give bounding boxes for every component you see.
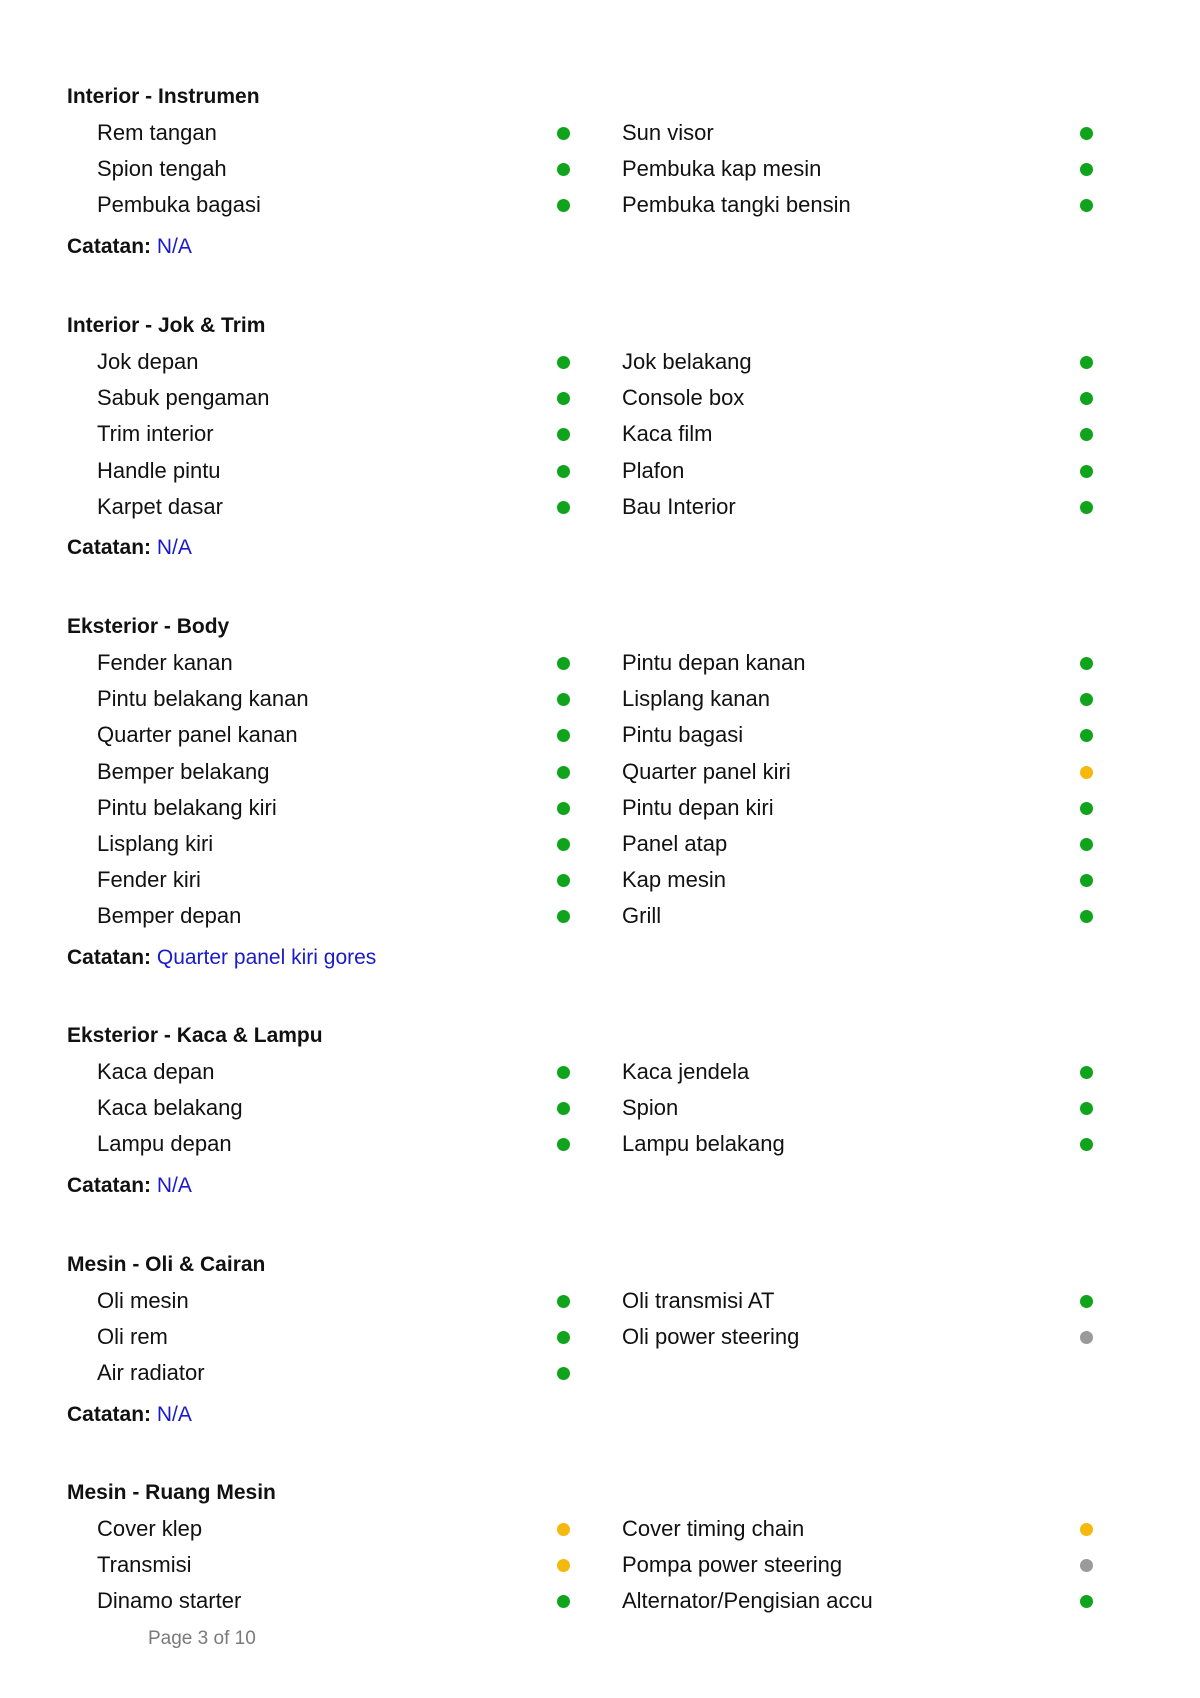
checklist-item-label: Lisplang kiri xyxy=(97,831,214,856)
checklist-item-label: Air radiator xyxy=(97,1360,205,1386)
status-ok-icon xyxy=(557,392,570,405)
checklist-item-label: Jok depan xyxy=(97,349,199,374)
checklist-item-label: Quarter panel kanan xyxy=(97,722,298,748)
checklist-item-label: Cover timing chain xyxy=(622,1516,805,1541)
status-warn-icon xyxy=(557,1559,570,1572)
checklist-row xyxy=(67,1514,1127,1550)
status-ok-icon xyxy=(1080,501,1093,514)
checklist-item-label: Fender kiri xyxy=(97,867,201,893)
status-ok-icon xyxy=(557,428,570,441)
checklist-item-label: Lampu belakang xyxy=(622,1131,785,1157)
status-ok-icon xyxy=(557,1595,570,1608)
checklist-row xyxy=(67,793,1127,829)
section-title: Mesin - Oli & Cairan xyxy=(67,1253,266,1276)
status-ok-icon xyxy=(557,1295,570,1308)
status-ok-icon xyxy=(557,465,570,478)
status-ok-icon xyxy=(1080,356,1093,369)
checklist-row xyxy=(67,1286,1127,1322)
status-ok-icon xyxy=(557,874,570,887)
status-ok-icon xyxy=(557,729,570,742)
checklist-row xyxy=(67,190,1127,226)
note-text: N/A xyxy=(156,536,192,559)
status-ok-icon xyxy=(557,766,570,779)
note-label: Catatan: xyxy=(67,1173,152,1197)
status-na-icon xyxy=(1080,1559,1093,1572)
status-na-icon xyxy=(1080,1331,1093,1344)
checklist-row xyxy=(67,757,1127,793)
status-ok-icon xyxy=(1080,838,1093,851)
status-ok-icon xyxy=(1080,910,1093,923)
checklist-item-label: Sun visor xyxy=(622,120,714,145)
status-warn-icon xyxy=(1080,766,1093,779)
status-ok-icon xyxy=(1080,392,1093,405)
checklist-row xyxy=(67,347,1127,383)
checklist-item-label: Oli transmisi AT xyxy=(622,1288,775,1313)
checklist-row xyxy=(67,118,1127,154)
checklist-item-label: Kaca jendela xyxy=(622,1059,750,1084)
status-ok-icon xyxy=(1080,1066,1093,1079)
note-text: Quarter panel kiri gores xyxy=(156,945,377,969)
note-label: Catatan: xyxy=(67,945,152,969)
checklist-item-label: Cover klep xyxy=(97,1516,203,1541)
section-note xyxy=(67,1401,192,1429)
status-ok-icon xyxy=(557,693,570,706)
checklist-row xyxy=(67,829,1127,865)
checklist-item-label: Alternator/Pengisian accu xyxy=(622,1588,873,1614)
checklist-item-label: Kaca depan xyxy=(97,1059,215,1084)
status-ok-icon xyxy=(1080,127,1093,140)
status-ok-icon xyxy=(557,1102,570,1115)
status-ok-icon xyxy=(1080,163,1093,176)
checklist-item-label: Pintu belakang kiri xyxy=(97,794,277,820)
checklist-item-label: Pembuka bagasi xyxy=(97,192,261,218)
checklist-row xyxy=(67,648,1127,684)
checklist-item-label: Kaca film xyxy=(622,421,713,447)
checklist-item-label: Pembuka tangki bensin xyxy=(622,192,851,218)
checklist-item-label: Oli rem xyxy=(97,1324,168,1350)
status-ok-icon xyxy=(557,838,570,851)
status-ok-icon xyxy=(1080,1102,1093,1115)
checklist-row xyxy=(67,383,1127,419)
checklist-row xyxy=(67,1057,1127,1093)
status-ok-icon xyxy=(1080,729,1093,742)
section-title: Interior - Instrumen xyxy=(67,85,260,108)
checklist-item-label: Pintu depan kiri xyxy=(622,794,774,820)
checklist-item-label: Bemper depan xyxy=(97,903,242,929)
status-ok-icon xyxy=(557,910,570,923)
section-title: Interior - Jok & Trim xyxy=(67,314,266,337)
status-ok-icon xyxy=(1080,693,1093,706)
note-text: N/A xyxy=(156,234,192,258)
checklist-item-label: Plafon xyxy=(622,457,685,483)
status-ok-icon xyxy=(557,1331,570,1344)
checklist-item-label: Spion xyxy=(622,1095,679,1121)
checklist-item-label: Pompa power steering xyxy=(622,1552,843,1578)
checklist-item-label: Pintu belakang kanan xyxy=(97,686,309,712)
checklist-row xyxy=(67,720,1127,756)
status-warn-icon xyxy=(1080,1523,1093,1536)
note-text: N/A xyxy=(156,1173,192,1197)
note-text: N/A xyxy=(156,1402,192,1426)
checklist-item-label: Transmisi xyxy=(97,1552,192,1578)
status-ok-icon xyxy=(557,356,570,369)
section-note xyxy=(67,534,192,562)
checklist-item-label: Dinamo starter xyxy=(97,1588,242,1614)
section-note xyxy=(67,1172,192,1200)
status-ok-icon xyxy=(1080,465,1093,478)
checklist-item-label: Pintu bagasi xyxy=(622,722,744,748)
checklist-item-label: Pembuka kap mesin xyxy=(622,156,822,182)
checklist-item-label: Lisplang kanan xyxy=(622,686,771,712)
status-ok-icon xyxy=(1080,657,1093,670)
status-ok-icon xyxy=(1080,1595,1093,1608)
checklist-item-label: Trim interior xyxy=(97,421,214,447)
checklist-row xyxy=(67,456,1127,492)
checklist-row xyxy=(67,684,1127,720)
checklist-row xyxy=(67,419,1127,455)
checklist-row xyxy=(67,1586,1127,1622)
checklist-item-label: Pintu depan kanan xyxy=(622,650,806,675)
checklist-item-label: Spion tengah xyxy=(97,156,227,182)
checklist-item-label: Grill xyxy=(622,903,662,929)
status-ok-icon xyxy=(1080,199,1093,212)
status-ok-icon xyxy=(1080,428,1093,441)
checklist-item-label: Sabuk pengaman xyxy=(97,385,270,411)
checklist-row xyxy=(67,1322,1127,1358)
page-footer: Page 3 of 10 xyxy=(148,1628,256,1649)
checklist-row xyxy=(67,901,1127,937)
status-ok-icon xyxy=(557,1066,570,1079)
checklist-item-label: Jok belakang xyxy=(622,349,752,374)
status-ok-icon xyxy=(557,657,570,670)
checklist-row xyxy=(67,1093,1127,1129)
section-note xyxy=(67,233,192,261)
status-ok-icon xyxy=(1080,1138,1093,1151)
section-note xyxy=(67,944,376,972)
checklist-item-label: Fender kanan xyxy=(97,650,233,675)
note-label: Catatan: xyxy=(67,536,152,559)
checklist-item-label: Oli mesin xyxy=(97,1288,189,1313)
checklist-item-label: Rem tangan xyxy=(97,120,217,145)
checklist-item-label: Oli power steering xyxy=(622,1324,800,1350)
status-ok-icon xyxy=(557,802,570,815)
status-ok-icon xyxy=(1080,1295,1093,1308)
section-title: Eksterior - Body xyxy=(67,615,230,638)
status-ok-icon xyxy=(557,1138,570,1151)
checklist-row xyxy=(67,492,1127,528)
status-ok-icon xyxy=(557,127,570,140)
checklist-item-label: Handle pintu xyxy=(97,457,221,483)
checklist-item-label: Quarter panel kiri xyxy=(622,758,791,784)
status-ok-icon xyxy=(1080,874,1093,887)
checklist-item-label: Bemper belakang xyxy=(97,758,270,784)
note-label: Catatan: xyxy=(67,1402,152,1426)
status-ok-icon xyxy=(557,199,570,212)
status-ok-icon xyxy=(557,1367,570,1380)
note-label: Catatan: xyxy=(67,234,152,258)
section-title: Eksterior - Kaca & Lampu xyxy=(67,1024,323,1047)
section-title: Mesin - Ruang Mesin xyxy=(67,1481,276,1504)
checklist-row xyxy=(67,865,1127,901)
status-ok-icon xyxy=(557,163,570,176)
checklist-item-label: Bau Interior xyxy=(622,493,736,519)
checklist-item-label: Kap mesin xyxy=(622,867,726,893)
checklist-item-label: Lampu depan xyxy=(97,1131,232,1157)
status-warn-icon xyxy=(557,1523,570,1536)
checklist-item-label: Console box xyxy=(622,385,745,411)
checklist-item-label: Karpet dasar xyxy=(97,493,223,519)
checklist-item-label: Kaca belakang xyxy=(97,1095,243,1121)
checklist-row xyxy=(67,154,1127,190)
status-ok-icon xyxy=(1080,802,1093,815)
checklist-row xyxy=(67,1358,1127,1394)
checklist-row xyxy=(67,1129,1127,1165)
status-ok-icon xyxy=(557,501,570,514)
checklist-item-label: Panel atap xyxy=(622,831,728,856)
checklist-row xyxy=(67,1550,1127,1586)
